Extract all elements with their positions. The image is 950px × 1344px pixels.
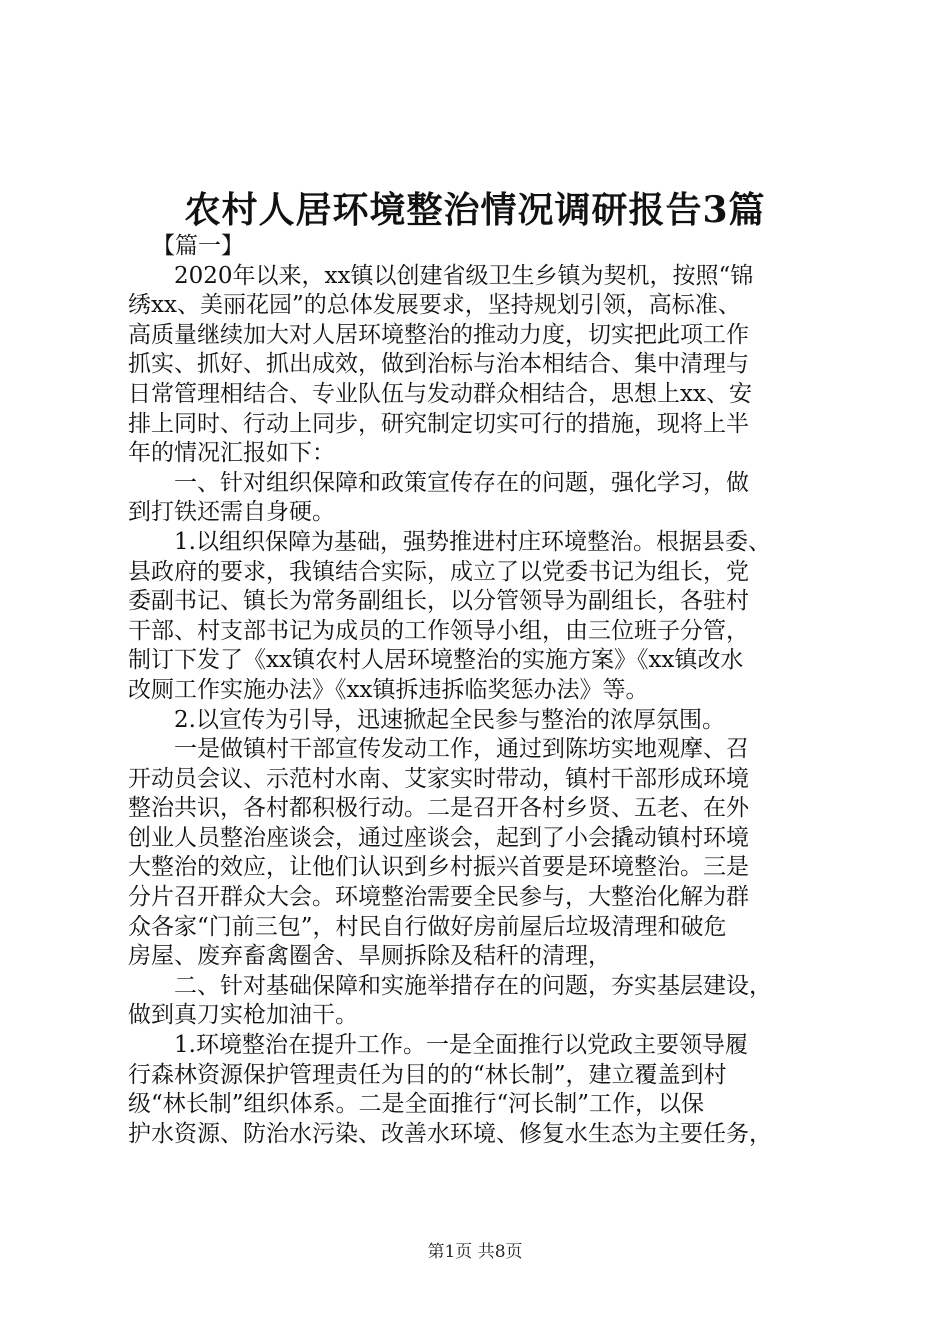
paragraph-line: 创业人员整治座谈会，通过座谈会，起到了小会撬动镇村环境 [128,824,749,851]
paragraph-line: 2020年以来，xx镇以创建省级卫生乡镇为契机，按照“锦 [174,262,754,289]
section-heading: 【篇一】 [152,233,244,259]
paragraph-line: 绣xx、美丽花园”的总体发展要求，坚持规划引领，高标准、 [128,292,741,319]
paragraph-line: 到打铁还需自身硬。 [128,499,335,526]
paragraph-line: 制订下发了《xx镇农村人居环境整治的实施方案》《xx镇改水 [128,647,744,674]
paragraph-line: 抓实、抓好、抓出成效，做到治标与治本相结合、集中清理与 [128,351,749,378]
paragraph-line: 日常管理相结合、专业队伍与发动群众相结合，思想上xx、安 [128,380,752,407]
page-number-footer: 第1页 共8页 [427,1242,523,1262]
paragraph-line: 一是做镇村干部宣传发动工作，通过到陈坊实地观摩、召 [174,736,749,763]
paragraph-line: 改厕工作实施办法》《xx镇拆违拆临奖惩办法》等。 [128,676,649,703]
paragraph-line: 行森林资源保护管理责任为目的的“林长制”，建立覆盖到村 [128,1061,727,1088]
paragraph-line: 2.以宣传为引导，迅速掀起全民参与整治的浓厚氛围。 [174,706,725,733]
paragraph-line: 整治共识，各村都积极行动。二是召开各村乡贤、五老、在外 [128,795,749,822]
paragraph-line: 护水资源、防治水污染、改善水环境、修复水生态为主要任务， [128,1120,772,1147]
document-body [128,232,838,1149]
paragraph-line: 大整治的效应，让他们认识到乡村振兴首要是环境整治。三是 [128,854,749,881]
paragraph-line: 级“林长制”组织体系。二是全面推行“河长制”工作，以保 [128,1091,705,1118]
paragraph-line: 开动员会议、示范村水南、艾家实时带动，镇村干部形成环境 [128,765,749,792]
paragraph-line: 众各家“门前三包”，村民自行做好房前屋后垃圾清理和破危 [128,913,727,940]
paragraph-line: 1.环境整治在提升工作。一是全面推行以党政主要领导履 [174,1032,748,1059]
paragraph-line: 干部、村支部书记为成员的工作领导小组，由三位班子分管， [128,617,749,644]
paragraph-line: 高质量继续加大对人居环境整治的推动力度，切实把此项工作 [128,321,749,348]
paragraph-line: 房屋、废弃畜禽圈舍、旱厕拆除及秸秆的清理， [128,943,611,970]
paragraph-line: 二、针对基础保障和实施举措存在的问题，夯实基层建设， [174,972,772,999]
paragraph-line: 做到真刀实枪加油干。 [128,1002,358,1029]
paragraph-line: 年的情况汇报如下： [128,440,335,467]
paragraph-line: 排上同时、行动上同步，研究制定切实可行的措施，现将上半 [128,410,749,437]
paragraph-line: 一、针对组织保障和政策宣传存在的问题，强化学习，做 [174,469,749,496]
paragraph-line: 分片召开群众大会。环境整治需要全民参与，大整治化解为群 [128,884,749,911]
document-title: 农村人居环境整治情况调研报告3篇 [184,189,766,231]
paragraph-line: 1.以组织保障为基础，强势推进村庄环境整治。根据县委、 [174,528,771,555]
paragraph-line: 县政府的要求，我镇结合实际，成立了以党委书记为组长，党 [128,558,749,585]
paragraph-line: 委副书记、镇长为常务副组长，以分管领导为副组长，各驻村 [128,588,749,615]
